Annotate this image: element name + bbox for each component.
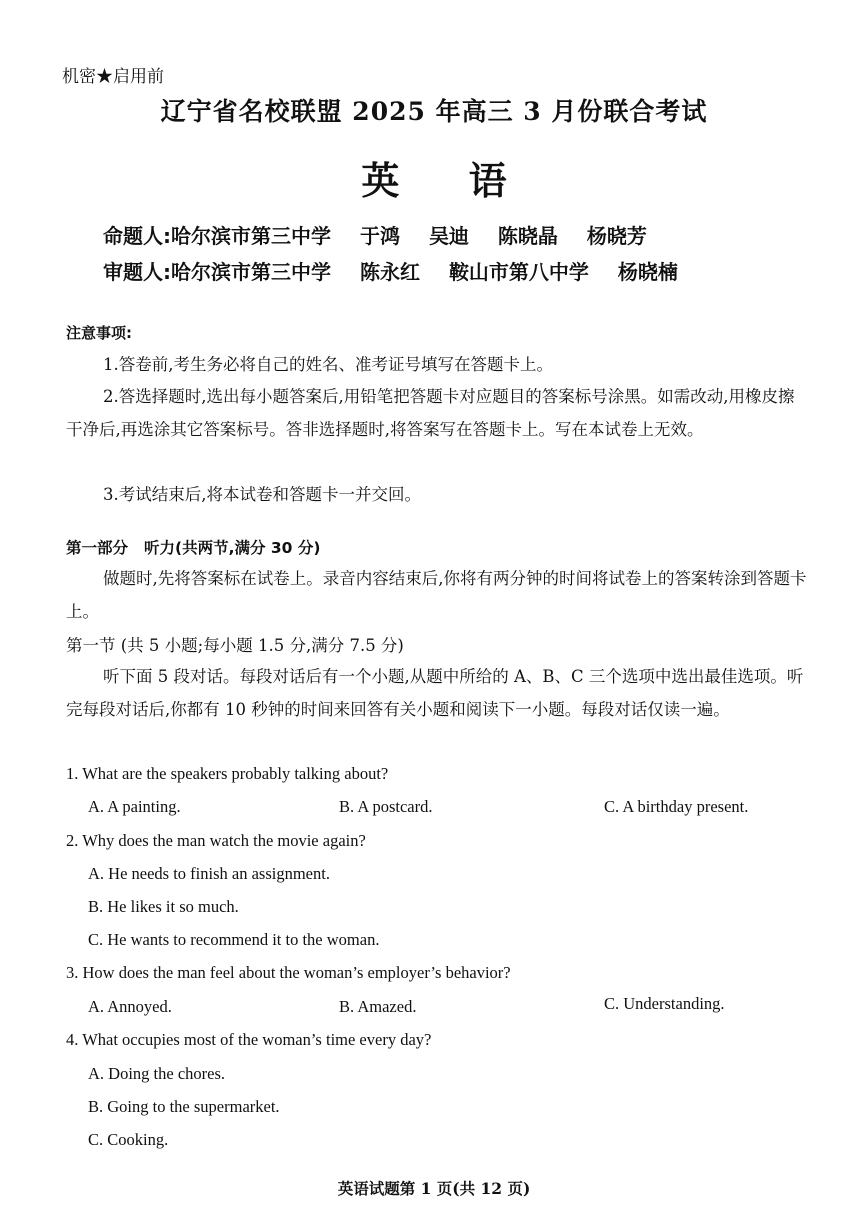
subject-title: 英 语 (361, 158, 535, 203)
part1-directions: 做题时,先将答案标在试卷上。录音内容结束后,你将有两分钟的时间将试卷上的答案转涂到答题卡上。 (66, 569, 807, 621)
reviewer-school: 鞍山市第八中学 (448, 260, 589, 284)
option-c: C. A birthday present. (604, 797, 749, 816)
option-b: B. A postcard. (339, 797, 433, 816)
option-b: B. Going to the supermarket. (88, 1097, 280, 1116)
setter-name: 吴迪 (428, 224, 469, 248)
setter-name: 于鸿 (359, 224, 400, 248)
option-a: A. Annoyed. (88, 997, 172, 1016)
notice-item-3: 3.考试结束后,将本试卷和答题卡一并交回。 (103, 485, 421, 504)
part1-heading (66, 536, 320, 558)
notice-heading: 注意事项: (66, 324, 132, 342)
option-a: A. A painting. (88, 797, 181, 816)
option-a: A. He needs to finish an assignment. (88, 864, 330, 883)
notice-item-1: 1.答卷前,考生务必将自己的姓名、准考证号填写在答题卡上。 (103, 355, 553, 374)
reviewer-name: 陈永红 (359, 260, 420, 284)
page-footer: 英语试题第 1 页(共 12 页) (337, 1179, 531, 1198)
part1-title: 第一部分 (66, 539, 129, 557)
option-b: B. Amazed. (339, 997, 417, 1016)
question-stem: 1. What are the speakers probably talking about? (66, 764, 389, 783)
part1-subtitle: 听力(共两节,满分 30 分) (144, 539, 321, 557)
exam-title: 辽宁省名校联盟 2025 年高三 3 月份联合考试 (160, 97, 708, 126)
question-stem: 2. Why does the man watch the movie again? (66, 831, 366, 850)
question-setters (103, 220, 669, 249)
reviewer-label: 审题人:哈尔滨市第三中学 (103, 260, 331, 284)
section1-title: 第一节 (共 5 小题;每小题 1.5 分,满分 7.5 分) (66, 636, 404, 655)
setter-name: 杨晓芳 (586, 224, 647, 248)
confidential-label: 机密★启用前 (62, 67, 164, 87)
option-c: C. He wants to recommend it to the woman. (88, 930, 380, 949)
setter-label: 命题人:哈尔滨市第三中学 (103, 224, 331, 248)
question-reviewers (103, 256, 700, 285)
option-b: B. He likes it so much. (88, 897, 239, 916)
option-a: A. Doing the chores. (88, 1064, 226, 1083)
section1-directions: 听下面 5 段对话。每段对话后有一个小题,从题中所给的 A、B、C 三个选项中选出最佳选项。听完每段对话后,你都有 10 秒钟的时间来回答有关小题和阅读下一小题。每段对话仅读一遍。 (66, 667, 804, 719)
option-c: C. Cooking. (88, 1130, 169, 1149)
notice-item-2: 2.答选择题时,选出每小题答案后,用铅笔把答题卡对应题目的答案标号涂黑。如需改动,用橡皮擦干净后,再选涂其它答案标号。答非选择题时,将答案写在答题卡上。写在本试卷上无效。 (66, 387, 795, 439)
setter-name: 陈晓晶 (497, 224, 558, 248)
reviewer-name: 杨晓楠 (617, 260, 678, 284)
question-stem: 4. What occupies most of the woman’s time every day? (66, 1030, 432, 1049)
question-stem: 3. How does the man feel about the woman’s employer’s behavior? (66, 963, 511, 982)
option-c: C. Understanding. (604, 994, 725, 1013)
